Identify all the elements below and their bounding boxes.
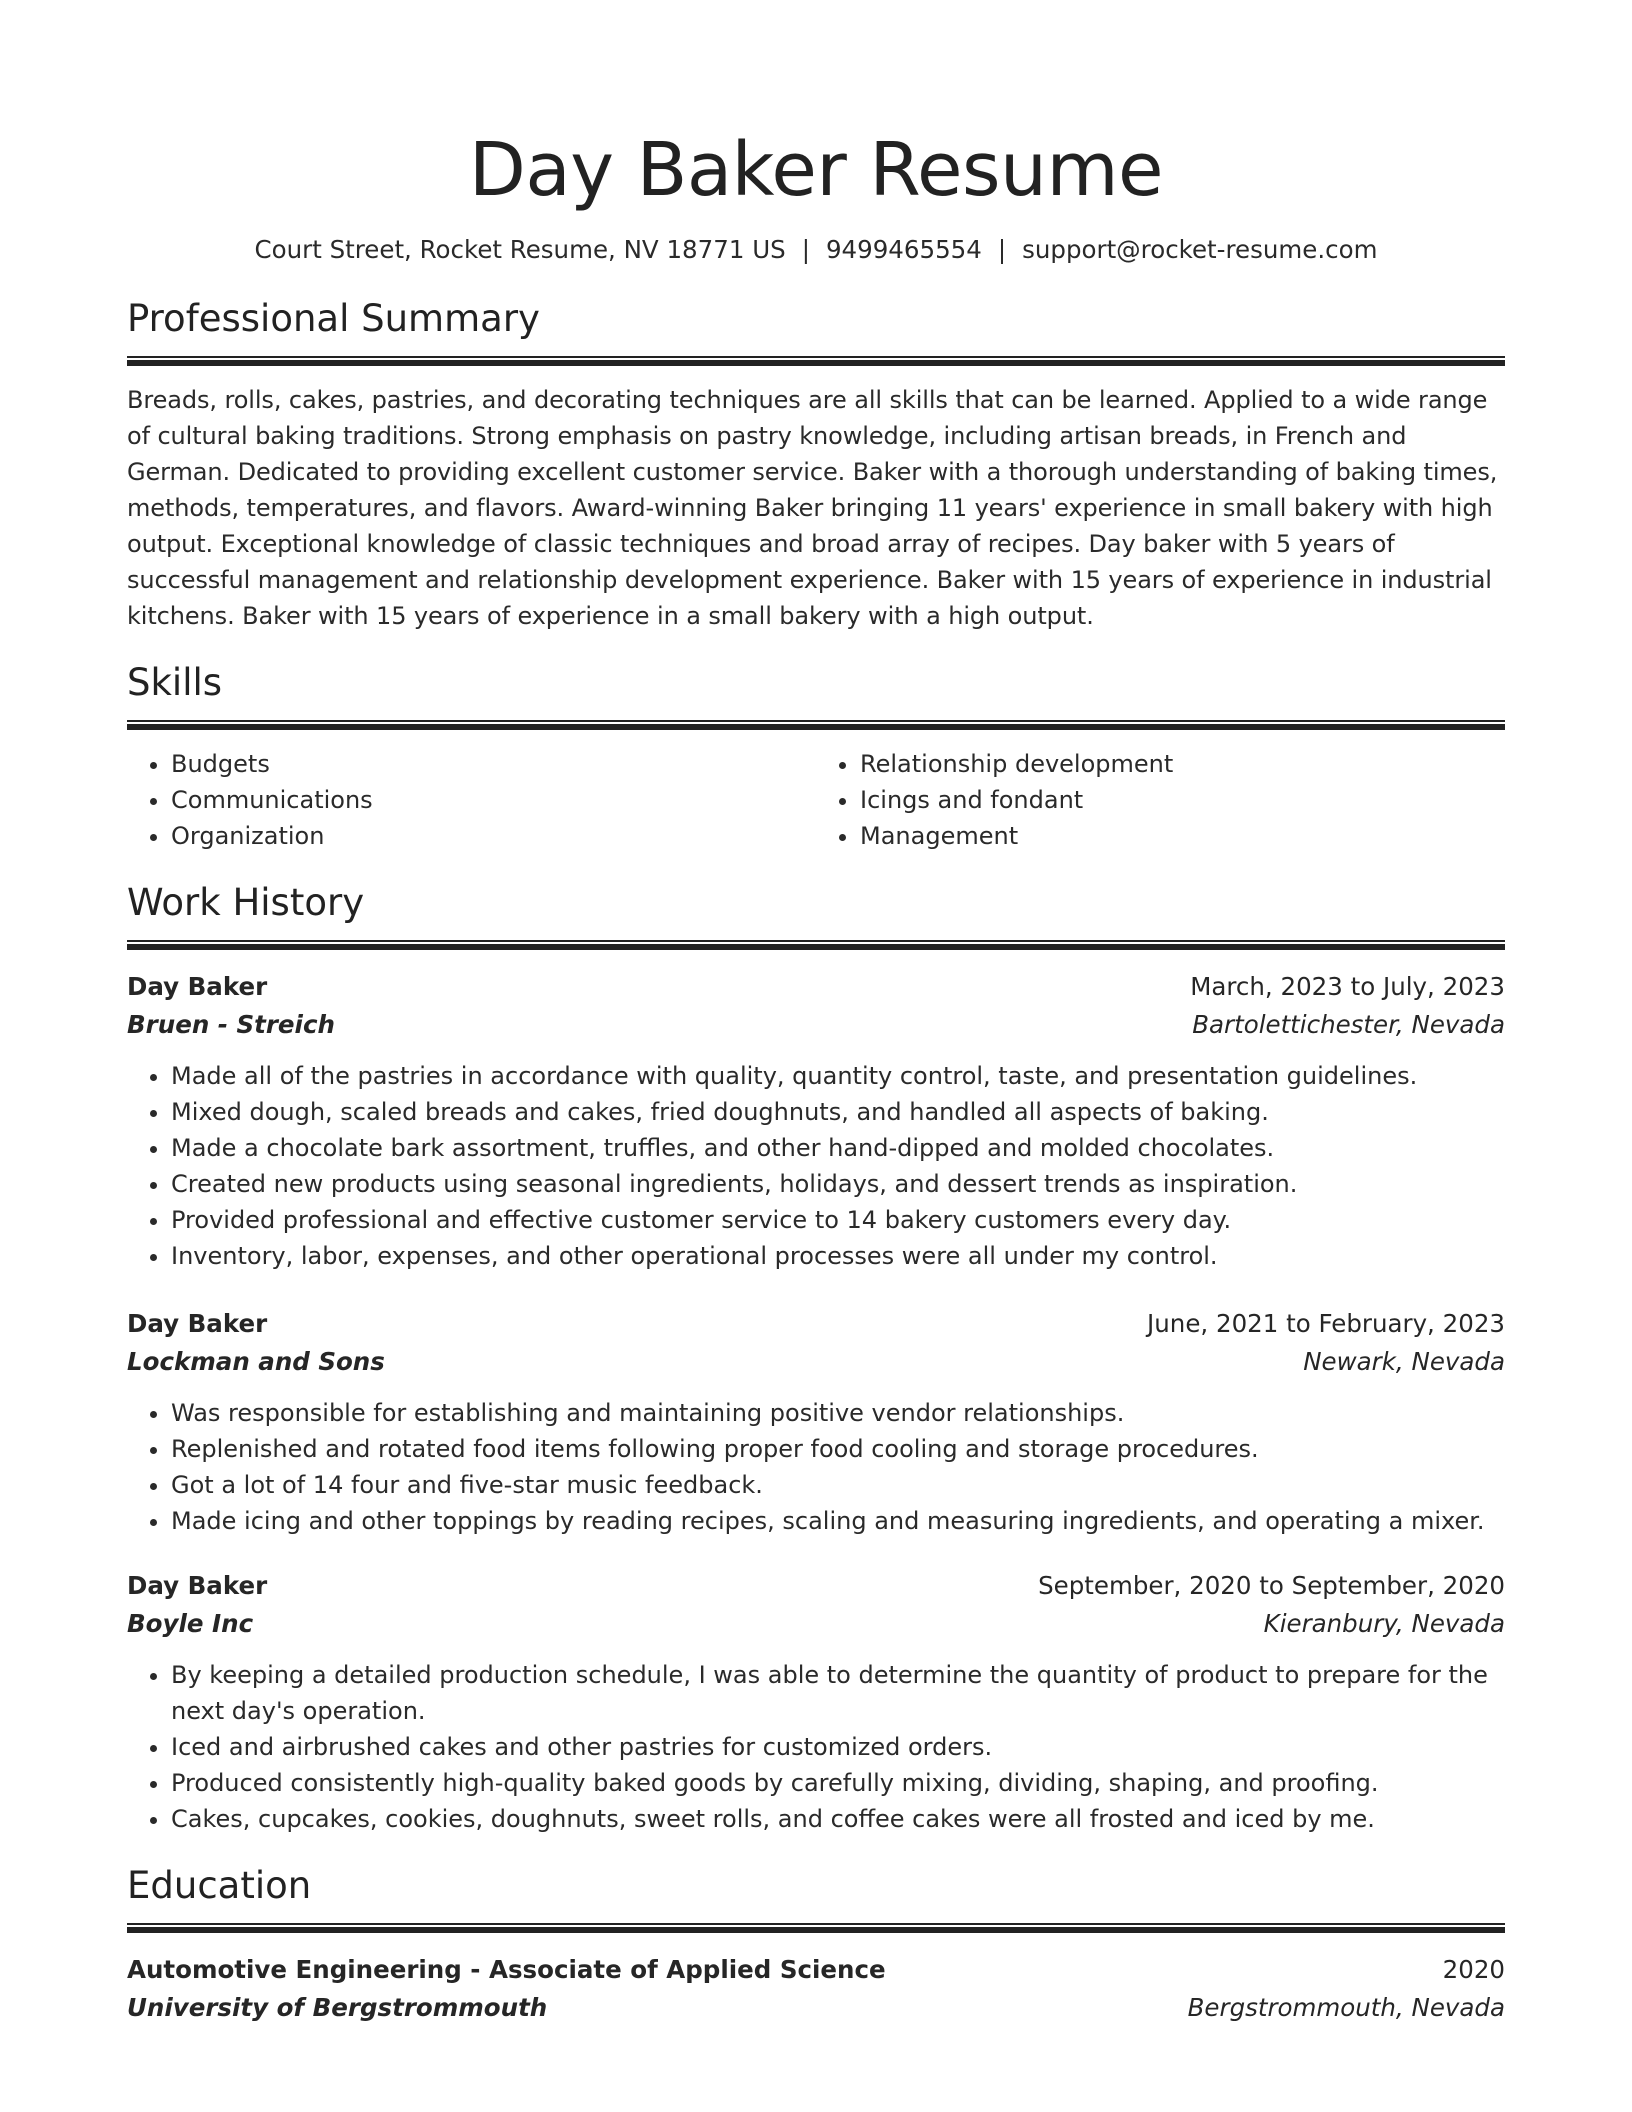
contact-separator: |: [801, 235, 810, 264]
job-title: Day Baker: [127, 1309, 268, 1338]
job-duty: • Inventory, labor, expenses, and other operational processes were all under my control.: [171, 1238, 1505, 1274]
skills-column-left: [127, 746, 816, 854]
job-duty: • By keeping a detailed production schedule, I was able to determine the quantity of product to prepare for the next day's operation.: [171, 1657, 1505, 1729]
section-divider: [127, 940, 1505, 950]
job-entry: [127, 1305, 1505, 1539]
skill-item: • Management: [860, 818, 1505, 854]
section-divider: [127, 1923, 1505, 1933]
contact-email: support@rocket-resume.com: [1022, 235, 1378, 264]
education-location: Bergstrommouth, Nevada: [1187, 1993, 1505, 2022]
contact-address: Court Street, Rocket Resume, NV 18771 US: [254, 235, 786, 264]
education-heading: Education: [127, 1864, 312, 1907]
job-duties: [127, 1657, 1505, 1837]
job-subheader: [127, 1605, 1505, 1643]
job-duty: • Cakes, cupcakes, cookies, doughnuts, sweet rolls, and coffee cakes were all frosted and iced by me.: [171, 1801, 1505, 1837]
job-dates: March, 2023 to July, 2023: [1190, 972, 1505, 1001]
job-duty: • Made all of the pastries in accordance with quality, quantity control, taste, and presentation guidelines.: [171, 1058, 1505, 1094]
job-duty: • Made a chocolate bark assortment, truffles, and other hand-dipped and molded chocolates.: [171, 1130, 1505, 1166]
skills-heading: Skills: [127, 661, 223, 704]
job-dates: June, 2021 to February, 2023: [1147, 1309, 1505, 1338]
education-header: [127, 1951, 1505, 1989]
summary-section: [127, 296, 1505, 634]
job-subheader: [127, 1006, 1505, 1044]
job-company: Boyle Inc: [127, 1609, 254, 1638]
job-duty: • Created new products using seasonal ingredients, holidays, and dessert trends as inspiration.: [171, 1166, 1505, 1202]
job-duty: • Got a lot of 14 four and five-star music feedback.: [171, 1467, 1505, 1503]
work-history-section: [127, 880, 1505, 1837]
job-header: [127, 1305, 1505, 1343]
job-duty: • Produced consistently high-quality baked goods by carefully mixing, dividing, shaping, and proofing.: [171, 1765, 1505, 1801]
skill-item: • Communications: [171, 782, 816, 818]
job-subheader: [127, 1343, 1505, 1381]
skills-column-right: [816, 746, 1505, 854]
education-subheader: [127, 1989, 1505, 2027]
contact-info: [127, 233, 1505, 267]
section-divider: [127, 720, 1505, 730]
skill-item: • Relationship development: [860, 746, 1505, 782]
job-duty: • Was responsible for establishing and maintaining positive vendor relationships.: [171, 1395, 1505, 1431]
education-entry: [127, 1951, 1505, 2027]
job-dates: September, 2020 to September, 2020: [1038, 1571, 1505, 1600]
job-duties: [127, 1395, 1505, 1539]
job-title: Day Baker: [127, 972, 268, 1001]
job-location: Kieranbury, Nevada: [1263, 1609, 1505, 1638]
contact-phone: 9499465554: [825, 235, 982, 264]
job-header: [127, 968, 1505, 1006]
page-title: Day Baker Resume: [468, 127, 1164, 213]
job-duty: • Provided professional and effective customer service to 14 bakery customers every day.: [171, 1202, 1505, 1238]
job-company: Lockman and Sons: [127, 1347, 385, 1376]
education-school: University of Bergstrommouth: [127, 1993, 548, 2022]
job-header: [127, 1567, 1505, 1605]
education-section: [127, 1863, 1505, 2027]
contact-separator: |: [997, 235, 1007, 264]
summary-text: Breads, rolls, cakes, pastries, and decorating techniques are all skills that can be learned. Applied to a wide range of cultural baking traditions. Strong emphasis on pastry knowledge, including artisan breads, in French and German. Dedicated to providing excellent customer service. Baker with a thorough understanding of baking times, methods, temperatures, and flavors. Award-winning Baker bringing 11 years' experience in small bakery with high output. Exceptional knowledge of classic techniques and broad array of recipes. Day baker with 5 years of successful management and relationship development experience. Baker with 15 years of experience in industrial kitchens. Baker with 15 years of experience in a small bakery with a high output.: [127, 386, 1498, 630]
skill-item: • Budgets: [171, 746, 816, 782]
section-divider: [127, 356, 1505, 366]
skill-item: • Icings and fondant: [860, 782, 1505, 818]
job-location: Newark, Nevada: [1303, 1347, 1505, 1376]
skill-item: • Organization: [171, 818, 816, 854]
job-company: Bruen - Streich: [127, 1010, 335, 1039]
job-duty: • Iced and airbrushed cakes and other pastries for customized orders.: [171, 1729, 1505, 1765]
job-entry: [127, 968, 1505, 1274]
job-duty: • Replenished and rotated food items following proper food cooling and storage procedures.: [171, 1431, 1505, 1467]
work-history-heading: Work History: [127, 881, 365, 924]
job-entry: [127, 1567, 1505, 1837]
education-year: 2020: [1442, 1955, 1505, 1984]
skills-list: [127, 746, 1505, 854]
summary-heading: Professional Summary: [127, 297, 540, 340]
job-duty: • Mixed dough, scaled breads and cakes, fried doughnuts, and handled all aspects of baking.: [171, 1094, 1505, 1130]
skills-section: [127, 660, 1505, 854]
job-title: Day Baker: [127, 1571, 268, 1600]
job-duties: [127, 1058, 1505, 1274]
education-degree: Automotive Engineering - Associate of Applied Science: [127, 1955, 886, 1984]
job-location: Bartolettichester, Nevada: [1192, 1010, 1505, 1039]
job-duty: • Made icing and other toppings by reading recipes, scaling and measuring ingredients, and operating a mixer.: [171, 1503, 1505, 1539]
